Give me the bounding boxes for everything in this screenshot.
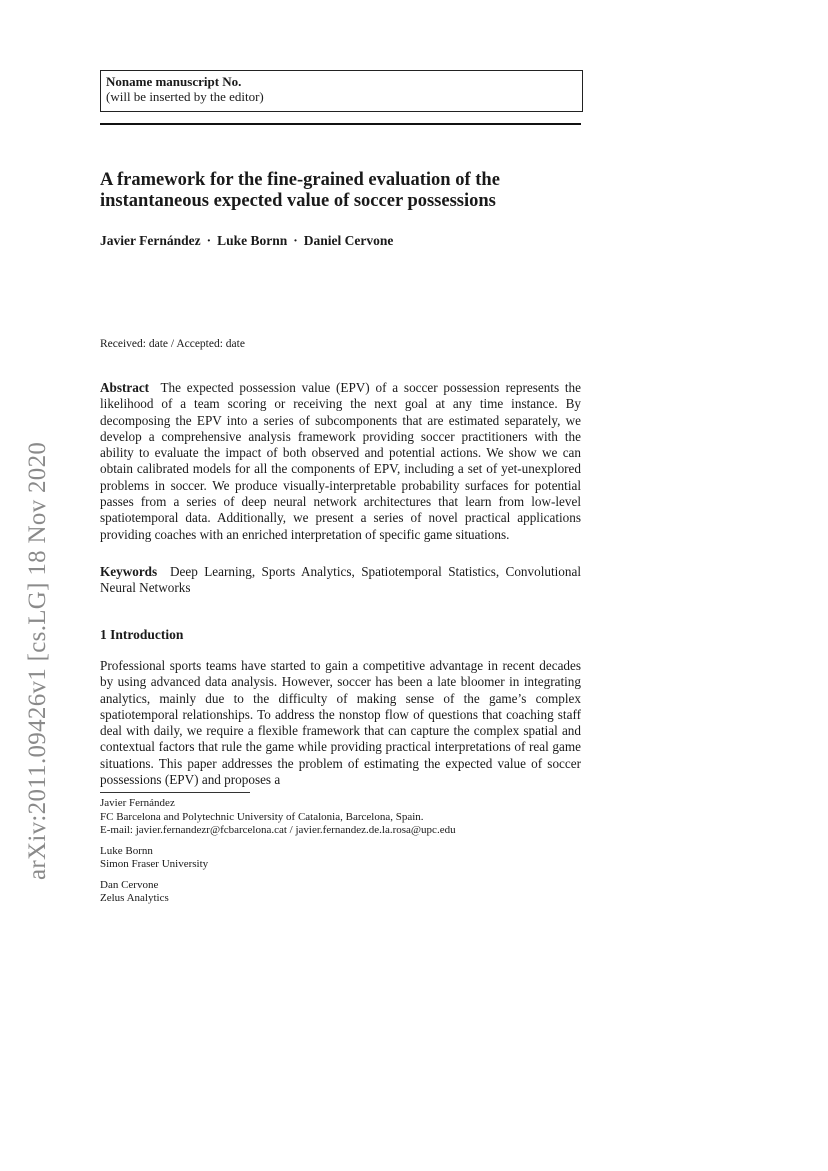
manuscript-editor-note: (will be inserted by the editor) xyxy=(106,89,264,104)
affiliation-block xyxy=(100,879,581,906)
received-date: Received: date / Accepted: date xyxy=(100,338,245,350)
abstract-text: The expected possession value (EPV) of a soccer possession represents the likelihood of a team scoring or receiving the next goal at any time instance. By decomposing the EPV into a series of subcomponents that are estimated separately, we develop a comprehensive analysis framework providing soccer practitioners with the ability to evaluate the impact of both observed and potential actions. We show we can obtain calibrated models for all the components of EPV, including a set of yet-unexplored problems in soccer. We produce visually-interpretable probability surfaces for potential passes from a series of deep neural network architectures that learn from low-level spatiotemporal data. Additionally, we present a series of novel practical applications providing coaches with an enriched interpretation of specific game situations. xyxy=(100,380,582,542)
keywords-label: Keywords xyxy=(100,564,158,579)
affiliation-block xyxy=(100,845,581,872)
affiliation-footnotes xyxy=(100,797,581,913)
affiliation-name: Javier Fernández xyxy=(100,797,175,809)
affiliation-email: E-mail: javier.fernandezr@fcbarcelona.cat / javier.fernandez.de.la.rosa@upc.edu xyxy=(100,824,456,836)
affiliation-name: Luke Bornn xyxy=(100,844,153,857)
author-name: Luke Bornn xyxy=(217,233,288,248)
author-name: Javier Fernández xyxy=(100,233,201,248)
paper-title: A framework for the fine-grained evaluation of the instantaneous expected value of soccer possessions xyxy=(100,170,500,211)
manuscript-number-box xyxy=(100,70,583,112)
author-separator: · xyxy=(293,233,298,248)
affiliation-block xyxy=(100,797,581,838)
keywords-text: Deep Learning, Sports Analytics, Spatiotemporal Statistics, Convolutional Neural Networks xyxy=(100,564,582,596)
footnote-rule xyxy=(100,792,250,793)
introduction-paragraph: Professional sports teams have started to gain a competitive advantage in recent decades by using advanced data analysis. However, soccer has been a late bloomer in integrating analytics, mainly due to the difficulty of making sense of the game’s complex spatiotemporal relationships. To address the nonstop flow of questions that coaching staff deal with daily, we require a flexible framework that can capture the complex spatial and contextual factors that rule the game while providing practical interpretations of real game situations. This paper addresses the problem of estimating the expected value of soccer possessions (EPV) and proposes a xyxy=(100,658,581,788)
keywords xyxy=(100,564,581,597)
author-name: Daniel Cervone xyxy=(303,233,394,248)
header-rule xyxy=(100,123,581,125)
author-list xyxy=(100,233,400,249)
affiliation-org: Simon Fraser University xyxy=(100,858,209,870)
abstract-label: Abstract xyxy=(100,380,150,395)
author-separator: · xyxy=(206,233,212,248)
abstract xyxy=(100,380,581,543)
affiliation-org: FC Barcelona and Polytechnic University of Catalonia, Barcelona, Spain. xyxy=(100,810,424,823)
manuscript-number: Noname manuscript No. xyxy=(106,74,242,89)
affiliation-org: Zelus Analytics xyxy=(100,892,169,904)
arxiv-side-stamp: arXiv:2011.09426v1 [cs.LG] 18 Nov 2020 xyxy=(24,441,51,880)
section-heading: 1 Introduction xyxy=(100,627,184,642)
affiliation-name: Dan Cervone xyxy=(100,878,159,891)
